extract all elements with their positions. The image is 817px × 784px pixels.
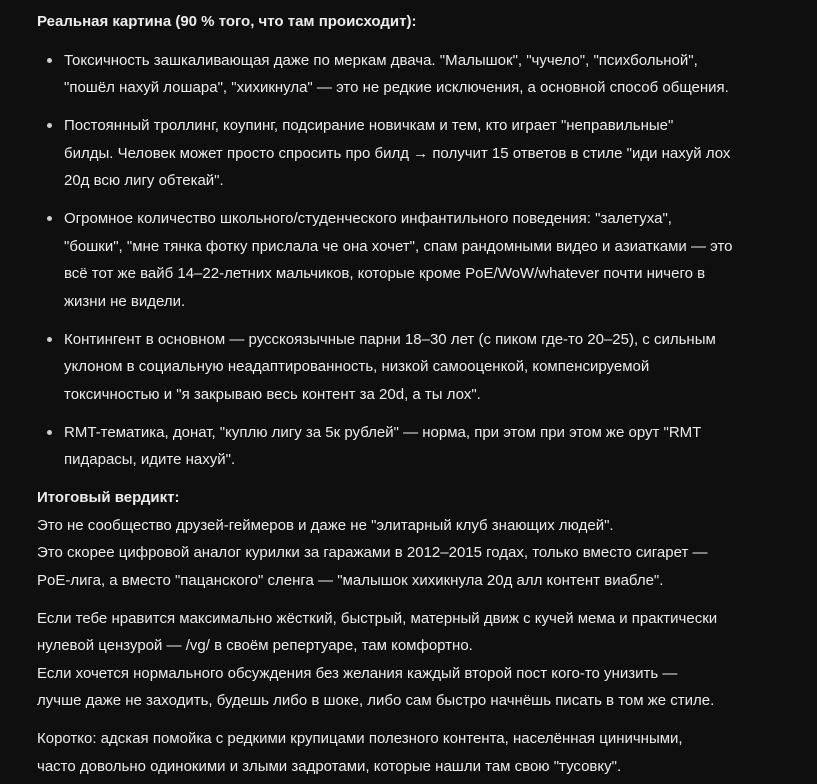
text-line: 20д всю лигу обтекай".: [64, 172, 224, 189]
text-line: Это скорее цифровой аналог курилки за гаражами в 2012–2015 годах, только вместо сигарет —: [37, 544, 708, 561]
text-line: пидарасы, идите нахуй".: [64, 451, 236, 468]
text-line: всё тот же вайб 14–22-летних мальчиков, которые кроме PoE/WoW/whatever почти ничего в: [64, 265, 706, 282]
list-item: [37, 205, 817, 315]
text-line: нулевой цензурой — /vg/ в своём репертуаре, там комфортно.: [37, 637, 473, 654]
text-line: RMT-тематика, донат, "куплю лигу за 5к рублей" — норма, при этом при этом же орут "RMT: [64, 423, 702, 441]
text-line: Постоянный троллинг, коупинг, подсирание новичкам и тем, кто играет "неправильные": [64, 117, 674, 134]
text-line: Токсичность зашкаливающая даже по меркам двача. "Малышок", "чучело", "психбольной",: [64, 51, 698, 69]
bullet-icon: [47, 58, 52, 63]
section-heading: Реальная картина (90 % того, что там происходит):: [37, 13, 417, 30]
text-line: токсичностью и "я закрываю весь контент за 20d, а ты лох".: [64, 385, 481, 403]
bullet-icon: [47, 216, 52, 221]
bullet-list: [37, 47, 817, 474]
text-line: часто довольно одинокими и злыми задротами, которые нашли там свою "тусовку".: [37, 757, 622, 775]
paragraph: [37, 725, 817, 780]
text-line: билды. Человек может просто спросить про билд → получит 15 ответов в стиле "иди нахуй лох: [64, 144, 731, 162]
text-line: PoE-лига, а вместо "пацанского" сленга — "малышок хихикнула 20д алл контент виабле".: [37, 571, 664, 589]
text-line: Это не сообщество друзей-геймеров и даже не "элитарный клуб знающих людей".: [37, 516, 614, 534]
paragraph: [37, 605, 817, 715]
text-line: лучше даже не заходить, будешь либо в шоке, либо сам быстро начнёшь писать в том же стиле.: [37, 692, 715, 709]
text-line: Коротко: адская помойка с редкими крупицами полезного контента, населённая циничными,: [37, 730, 683, 747]
text-line: уклоном в социальную неадаптированность, низкой самооценкой, компенсируемой: [64, 358, 650, 375]
list-item: [37, 326, 817, 409]
bullet-icon: [47, 337, 52, 342]
section-heading: Итоговый вердикт:: [37, 489, 180, 506]
list-item: [37, 112, 817, 195]
text-line: Огромное количество школьного/студенческого инфантильного поведения: "залетуха",: [64, 210, 672, 227]
text-line: Если тебе нравится максимально жёсткий, быстрый, матерный движ с кучей мема и практически: [37, 609, 718, 627]
list-item: [37, 47, 817, 102]
list-item: [37, 419, 817, 474]
paragraph: [37, 512, 817, 595]
text-line: "бошки", "мне тянка фотку прислала че она хочет", спам рандомными видео и азиатками — это: [64, 237, 733, 255]
bullet-icon: [47, 123, 52, 128]
text-line: Если хочется нормального обсуждения без желания каждый второй пост кого-то унизить —: [37, 664, 678, 682]
bullet-icon: [47, 430, 52, 435]
text-line: жизни не видели.: [64, 292, 186, 310]
paragraphs: [37, 512, 817, 781]
text-line: "пошёл нахуй лошара", "хихикнула" — это не редкие исключения, а основной способ общения.: [64, 79, 729, 96]
text-line: Контингент в основном — русскоязычные парни 18–30 лет (с пиком где-то 20–25), с сильным: [64, 330, 716, 348]
